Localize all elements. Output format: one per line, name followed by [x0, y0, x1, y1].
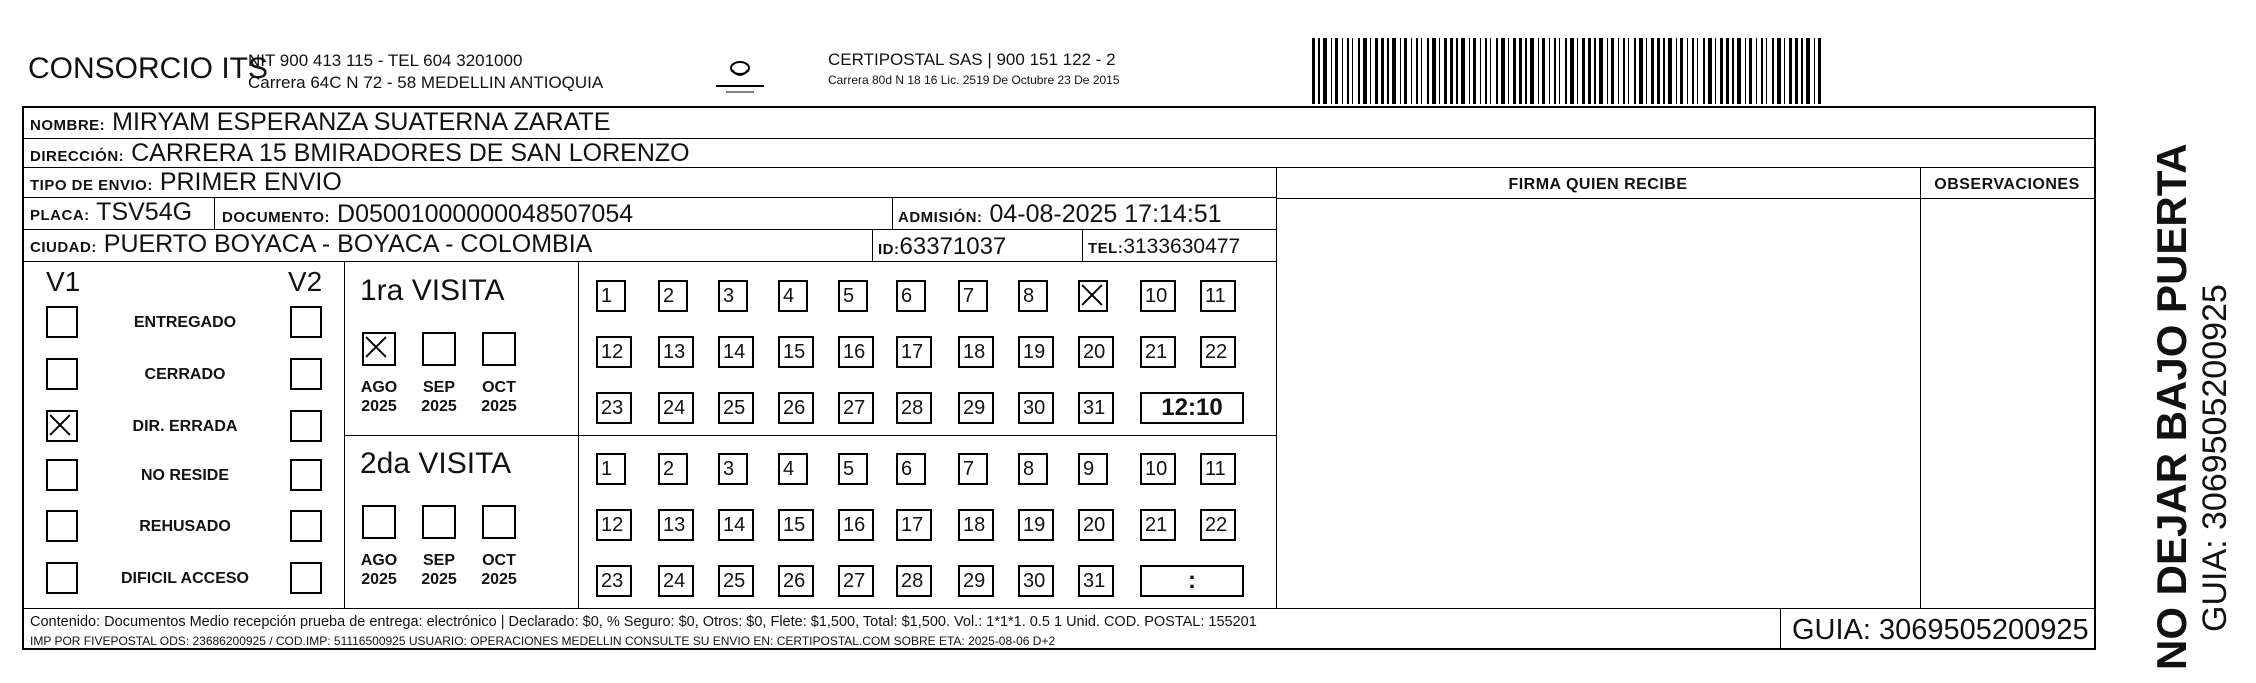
- v2-checkbox[interactable]: [290, 510, 322, 542]
- day-box[interactable]: 8: [1018, 280, 1048, 312]
- v2-header: V2: [288, 266, 323, 297]
- documento-cell: [222, 200, 633, 229]
- side-warning: NO DEJAR BAJO PUERTA: [2148, 143, 2195, 670]
- day-box[interactable]: 13: [658, 336, 694, 368]
- divider: [872, 230, 873, 262]
- day-box[interactable]: 6: [896, 280, 926, 312]
- status-option-label: REHUSADO: [139, 518, 231, 535]
- barcode-bar: [1508, 38, 1509, 104]
- day-box[interactable]: 12: [596, 509, 632, 541]
- month-name: AGO: [360, 552, 398, 569]
- status-option-label: NO RESIDE: [140, 467, 229, 484]
- barcode-bar: [1485, 38, 1487, 104]
- company-name: CONSORCIO ITS: [28, 52, 269, 85]
- day-box[interactable]: 18: [958, 509, 994, 541]
- barcode-bar: [1519, 38, 1522, 104]
- barcode-bar: [1720, 38, 1723, 104]
- barcode-bar: [1818, 38, 1821, 104]
- month-label: [477, 378, 521, 416]
- day-box[interactable]: 27: [838, 392, 874, 424]
- month-name: AGO: [360, 379, 398, 396]
- month-name: OCT: [482, 552, 516, 569]
- month-checkbox[interactable]: [422, 332, 456, 366]
- direccion-label: DIRECCIÓN:: [30, 148, 125, 165]
- footer-contenido: Contenido: Documentos Medio recepción prueba de entrega: electrónico | Declarado: $0, % Seguro: $0, Otros: $0, Flete: $1,500, Total: $1,500. Vol.: 1*1*1. 0.5 1 Unid. COD. POSTAL: 155201: [30, 614, 1257, 630]
- month-label: [477, 551, 521, 589]
- v1-checkbox[interactable]: [46, 510, 78, 542]
- barcode-bar: [1530, 38, 1534, 104]
- barcode-bar: [1708, 38, 1712, 104]
- nit-line: NIT 900 413 115 - TEL 604 3201000: [248, 51, 523, 70]
- day-box[interactable]: 21: [1140, 509, 1176, 541]
- day-box[interactable]: 14: [718, 509, 754, 541]
- visit-title: 1ra VISITA: [360, 274, 505, 307]
- id-value: 63371037: [899, 233, 1007, 260]
- month-year: 2025: [481, 398, 517, 415]
- barcode-bar: [1554, 38, 1556, 104]
- company-info: [248, 50, 603, 94]
- day-box[interactable]: 26: [778, 565, 814, 597]
- day-box[interactable]: 22: [1200, 336, 1236, 368]
- day-box[interactable]: 16: [838, 509, 874, 541]
- day-box[interactable]: 29: [958, 392, 994, 424]
- month-label: [357, 551, 401, 589]
- barcode-bar: [1480, 38, 1481, 104]
- side-text: [2148, 143, 2235, 670]
- v1-header: V1: [46, 266, 81, 297]
- day-box[interactable]: 25: [718, 392, 754, 424]
- barcode-bar: [1676, 38, 1677, 104]
- barcode-bar: [1335, 38, 1338, 104]
- month-year: 2025: [361, 398, 397, 415]
- month-name: SEP: [422, 379, 455, 396]
- barcode-bar: [1634, 38, 1636, 104]
- day-box[interactable]: 12: [596, 336, 632, 368]
- v2-checkbox[interactable]: [290, 410, 322, 442]
- day-box[interactable]: 19: [1018, 509, 1054, 541]
- barcode-bar: [1358, 38, 1360, 104]
- tipo-row: [24, 168, 1276, 198]
- barcode-bar: [1599, 38, 1603, 104]
- month-label: [357, 378, 401, 416]
- documento-label: DOCUMENTO:: [222, 209, 331, 226]
- admision-label: ADMISIÓN:: [898, 209, 983, 226]
- barcode-bar: [1363, 38, 1367, 104]
- barcode-bar: [1628, 38, 1629, 104]
- id-cell: [878, 233, 1006, 261]
- direccion-row: [24, 139, 2094, 168]
- v2-checkbox[interactable]: [290, 459, 322, 491]
- documento-value: D05001000000048507054: [337, 200, 634, 228]
- barcode-bar: [1651, 38, 1654, 104]
- barcode-bar: [1814, 38, 1815, 104]
- barcode-bar: [1570, 38, 1574, 104]
- barcode-bar: [1697, 38, 1698, 104]
- observaciones-divider: [1920, 168, 1921, 608]
- day-box[interactable]: 28: [896, 392, 932, 424]
- barcode-bar: [1588, 38, 1591, 104]
- day-box[interactable]: 24: [658, 565, 694, 597]
- barcode-bar: [1766, 38, 1767, 104]
- day-box[interactable]: 9: [1078, 453, 1108, 485]
- day-box[interactable]: 11: [1200, 453, 1236, 485]
- v2-checkbox[interactable]: [290, 358, 322, 390]
- day-box[interactable]: 28: [896, 565, 932, 597]
- barcode-bar: [1745, 38, 1746, 104]
- day-box[interactable]: 17: [896, 509, 932, 541]
- day-box[interactable]: 7: [958, 453, 988, 485]
- day-box[interactable]: 30: [1018, 565, 1054, 597]
- certipostal-info: [828, 50, 1120, 90]
- placa-label: PLACA:: [30, 207, 90, 224]
- barcode-bar: [1513, 38, 1516, 104]
- day-box[interactable]: 11: [1200, 280, 1236, 312]
- v2-checkbox[interactable]: [290, 306, 322, 338]
- barcode-bar: [1312, 38, 1315, 104]
- day-box[interactable]: 1: [596, 453, 626, 485]
- day-box[interactable]: 10: [1140, 280, 1176, 312]
- barcode-bar: [1692, 38, 1694, 104]
- visit-title: 2da VISITA: [360, 447, 512, 480]
- day-box[interactable]: 17: [896, 336, 932, 368]
- day-box[interactable]: 4: [778, 280, 808, 312]
- barcode-bar: [1772, 38, 1774, 104]
- direccion-value: CARRERA 15 BMIRADORES DE SAN LORENZO: [131, 139, 690, 167]
- month-year: 2025: [481, 571, 517, 588]
- month-name: SEP: [422, 552, 455, 569]
- barcode-bar: [1607, 38, 1608, 104]
- barcode-bar: [1657, 38, 1660, 104]
- barcode-bar: [1496, 38, 1498, 104]
- footer-line: [24, 608, 2094, 609]
- ciudad-value: PUERTO BOYACA - BOYACA - COLOMBIA: [103, 230, 593, 258]
- tel-cell: [1088, 235, 1240, 259]
- status-option-label: CERRADO: [144, 366, 226, 383]
- visit-time-field[interactable]: 12:10: [1140, 392, 1244, 424]
- day-box[interactable]: 15: [778, 509, 814, 541]
- v1-checkbox[interactable]: [46, 562, 78, 594]
- barcode-bar: [1565, 38, 1567, 104]
- tel-value: 3133630477: [1123, 235, 1241, 258]
- day-box[interactable]: 1: [596, 280, 626, 312]
- barcode-bar: [1501, 38, 1505, 104]
- day-box[interactable]: 3: [718, 453, 748, 485]
- barcode-bar: [1392, 38, 1396, 104]
- day-box[interactable]: 10: [1140, 453, 1176, 485]
- barcode-bar: [1801, 38, 1803, 104]
- month-year: 2025: [361, 571, 397, 588]
- barcode-bar: [1432, 38, 1436, 104]
- day-box[interactable]: 21: [1140, 336, 1176, 368]
- barcode-bar: [1542, 38, 1545, 104]
- barcode-bar: [1387, 38, 1389, 104]
- day-box[interactable]: 27: [838, 565, 874, 597]
- firma-header: FIRMA QUIEN RECIBE: [1508, 176, 1688, 193]
- status-option-label: DIR. ERRADA: [132, 418, 238, 435]
- barcode-bar: [1582, 38, 1585, 104]
- day-box[interactable]: 25: [718, 565, 754, 597]
- day-box[interactable]: 8: [1018, 453, 1048, 485]
- barcode-bar: [1737, 38, 1741, 104]
- barcode-bar: [1761, 38, 1763, 104]
- barcode-bar: [1726, 38, 1729, 104]
- barcode-bar: [1400, 38, 1401, 104]
- barcode-bar: [1411, 38, 1412, 104]
- placa-value: TSV54G: [96, 198, 193, 226]
- month-checkbox[interactable]: [362, 505, 396, 539]
- signature-area[interactable]: [1278, 200, 1918, 606]
- barcode-bar: [1461, 38, 1465, 104]
- side-guia: GUIA: 3069505200925: [2196, 284, 2234, 632]
- day-box[interactable]: 2: [658, 280, 688, 312]
- divider: [892, 198, 893, 230]
- barcode-bar: [1444, 38, 1447, 104]
- barcode-bar: [1342, 38, 1343, 104]
- barcode-bar: [1680, 38, 1683, 104]
- day-box[interactable]: 5: [838, 453, 868, 485]
- month-checkbox[interactable]: [482, 505, 516, 539]
- day-box[interactable]: 16: [838, 336, 874, 368]
- observaciones-area[interactable]: [1922, 200, 2092, 606]
- barcode-bar: [1421, 38, 1422, 104]
- month-checkbox[interactable]: [362, 332, 396, 366]
- day-box[interactable]: 2: [658, 453, 688, 485]
- divider: [214, 198, 215, 230]
- barcode-bar: [1611, 38, 1614, 104]
- barcode-bar: [1618, 38, 1619, 104]
- day-box[interactable]: 13: [658, 509, 694, 541]
- v1-checkbox[interactable]: [46, 306, 78, 338]
- barcode-bar: [1352, 38, 1353, 104]
- day-box[interactable]: 7: [958, 280, 988, 312]
- barcode-bar: [1577, 38, 1578, 104]
- day-box[interactable]: 18: [958, 336, 994, 368]
- day-box[interactable]: 26: [778, 392, 814, 424]
- barcode-bar: [1749, 38, 1752, 104]
- admision-cell: [898, 200, 1222, 229]
- ciudad-label: CIUDAD:: [30, 239, 97, 256]
- day-box[interactable]: 30: [1018, 392, 1054, 424]
- firma-divider: [1276, 168, 1277, 608]
- certipostal-logo-icon: [712, 56, 768, 100]
- day-box[interactable]: [1078, 280, 1108, 312]
- certipostal-address: Carrera 80d N 18 16 Lic. 2519 De Octubre 23 De 2015: [828, 73, 1120, 87]
- barcode-bar: [1777, 38, 1781, 104]
- day-box[interactable]: 3: [718, 280, 748, 312]
- barcode-bar: [1559, 38, 1560, 104]
- day-box[interactable]: 24: [658, 392, 694, 424]
- certipostal-line: CERTIPOSTAL SAS | 900 151 122 - 2: [828, 50, 1116, 69]
- barcode-bar: [1663, 38, 1665, 104]
- v1-checkbox[interactable]: [46, 410, 78, 442]
- v1-checkbox[interactable]: [46, 358, 78, 390]
- month-year: 2025: [421, 571, 457, 588]
- barcode-bar: [1687, 38, 1688, 104]
- day-box[interactable]: 23: [596, 565, 632, 597]
- barcode-bar: [1525, 38, 1527, 104]
- day-box[interactable]: 4: [778, 453, 808, 485]
- day-box[interactable]: 20: [1078, 336, 1114, 368]
- v1-checkbox[interactable]: [46, 459, 78, 491]
- day-box[interactable]: 14: [718, 336, 754, 368]
- day-box[interactable]: 19: [1018, 336, 1054, 368]
- barcode-bar: [1370, 38, 1371, 104]
- month-year: 2025: [421, 398, 457, 415]
- id-label: ID:: [878, 241, 900, 258]
- barcode-bar: [1668, 38, 1672, 104]
- barcode-bar: [1347, 38, 1349, 104]
- address-line: Carrera 64C N 72 - 58 MEDELLIN ANTIOQUIA: [248, 73, 604, 92]
- barcode-bar: [1715, 38, 1716, 104]
- barcode-bar: [1703, 38, 1705, 104]
- barcode-bar: [1732, 38, 1734, 104]
- barcode-bar: [1646, 38, 1647, 104]
- barcode-bar: [1331, 38, 1332, 104]
- barcode-bar: [1789, 38, 1792, 104]
- barcode-bar: [1427, 38, 1429, 104]
- day-box[interactable]: 5: [838, 280, 868, 312]
- footer-guia: GUIA: 3069505200925: [1792, 614, 2089, 646]
- tipo-label: TIPO DE ENVIO:: [30, 177, 153, 194]
- observaciones-header: OBSERVACIONES: [1934, 176, 2080, 193]
- barcode-bar: [1469, 38, 1470, 104]
- barcode-bar: [1404, 38, 1407, 104]
- tel-label: TEL:: [1088, 240, 1124, 257]
- barcode-bar: [1806, 38, 1810, 104]
- barcode-bar: [1439, 38, 1440, 104]
- day-box[interactable]: 31: [1078, 565, 1114, 597]
- barcode-bar: [1594, 38, 1596, 104]
- barcode: [1310, 38, 1830, 104]
- barcode-bar: [1381, 38, 1384, 104]
- footer-imp: IMP POR FIVEPOSTAL ODS: 23686200925 / COD.IMP: 51116500925 USUARIO: OPERACIONES MEDELLIN CONSULTE SU ENVIO EN: CERTIPOSTAL.COM SOBRE ETA: 2025-08-06 D+2: [30, 634, 1056, 648]
- day-box[interactable]: 23: [596, 392, 632, 424]
- barcode-bar: [1784, 38, 1785, 104]
- nombre-label: NOMBRE:: [30, 117, 106, 134]
- day-box[interactable]: 22: [1200, 509, 1236, 541]
- visit-divider: [344, 435, 1276, 436]
- barcode-bar: [1623, 38, 1625, 104]
- barcode-bar: [1318, 38, 1320, 104]
- tipo-value: PRIMER ENVIO: [159, 168, 342, 196]
- barcode-bar: [1450, 38, 1453, 104]
- barcode-bar: [1756, 38, 1757, 104]
- status-option-label: ENTREGADO: [133, 314, 237, 331]
- day-box[interactable]: 6: [896, 453, 926, 485]
- barcode-bar: [1538, 38, 1539, 104]
- visit-month-divider: [578, 262, 579, 608]
- barcode-bar: [1549, 38, 1550, 104]
- month-label: [417, 551, 461, 589]
- nombre-row: [24, 108, 2094, 139]
- divider: [1082, 230, 1083, 262]
- month-name: OCT: [482, 379, 516, 396]
- barcode-bar: [1490, 38, 1491, 104]
- barcode-bar: [1795, 38, 1798, 104]
- barcode-bar: [1639, 38, 1643, 104]
- day-box[interactable]: 15: [778, 336, 814, 368]
- day-box[interactable]: 29: [958, 565, 994, 597]
- columns-header-line: [1276, 198, 2094, 199]
- month-checkbox[interactable]: [422, 505, 456, 539]
- barcode-bar: [1375, 38, 1378, 104]
- visit-time-field[interactable]: :: [1140, 565, 1244, 597]
- barcode-bar: [1323, 38, 1327, 104]
- month-label: [417, 378, 461, 416]
- day-box[interactable]: 20: [1078, 509, 1114, 541]
- admision-value: 04-08-2025 17:14:51: [989, 200, 1222, 228]
- v2-checkbox[interactable]: [290, 562, 322, 594]
- barcode-bar: [1416, 38, 1418, 104]
- day-box[interactable]: 31: [1078, 392, 1114, 424]
- divider: [1780, 608, 1781, 650]
- status-option-label: DIFICIL ACCESO: [120, 570, 249, 587]
- barcode-bar: [1456, 38, 1458, 104]
- nombre-value: MIRYAM ESPERANZA SUATERNA ZARATE: [112, 108, 611, 136]
- month-checkbox[interactable]: [482, 332, 516, 366]
- barcode-bar: [1473, 38, 1476, 104]
